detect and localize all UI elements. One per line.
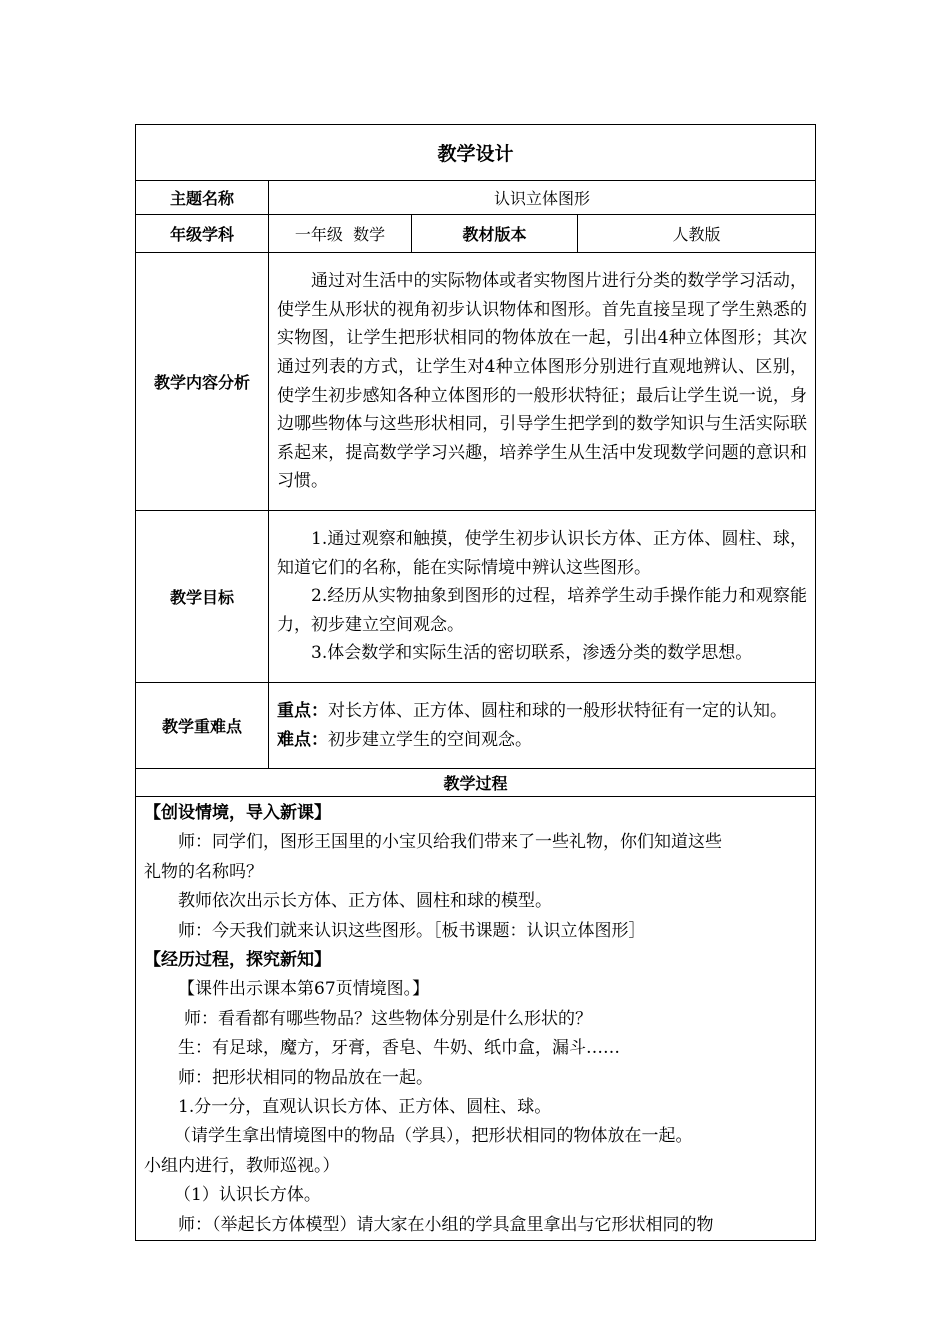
grade-value: 一年级 数学 (269, 215, 412, 253)
grade-label: 年级学科 (136, 215, 269, 253)
analysis-text: 通过对生活中的实际物体或者实物图片进行分类的数学学习活动，使学生从形状的视角初步认识物体和图形。首先直接呈现了学生熟悉的实物图，让学生把形状相同的物体放在一起，引出4种立体图形；其次通过列表的方式，让学生对4种立体图形分别进行直观地辨认、区别，使学生初步感知各种立体图形的一般形状特征；最后让学生说一说，身边哪些物体与这些形状相同，引导学生把学到的数学知识与生活实际联系起来，提高数学学习兴趣，培养学生从生活中发现数学问题的意识和习惯。 (277, 271, 808, 492)
process-line: 师：同学们，图形王国里的小宝贝给我们带来了一些礼物，你们知道这些 (178, 832, 722, 853)
topic-value: 认识立体图形 (269, 181, 816, 215)
lesson-plan-document (135, 124, 815, 1241)
process-line: 师：看看都有哪些物品？这些物体分别是什么形状的？ (184, 1008, 592, 1029)
edition-value: 人教版 (578, 215, 816, 253)
edition-label: 教材版本 (412, 215, 578, 253)
goal-item: 1.通过观察和触摸，使学生初步认识长方体、正方体、圆柱、球，知道它们的名称，能在实际情境中辨认这些图形。 (277, 529, 808, 578)
key-label: 教学重难点 (136, 683, 269, 769)
key-point-text: 对长方体、正方体、圆柱和球的一般形状特征有一定的认知。 (328, 700, 787, 721)
lesson-plan-table (135, 124, 816, 1241)
process-line: 礼物的名称吗？ (144, 861, 263, 882)
process-line: 小组内进行，教师巡视。） (144, 1155, 340, 1176)
process-line: 师：今天我们就来认识这些图形。［板书课题：认识立体图形］ (178, 920, 646, 941)
process-line: 1.分一分，直观认识长方体、正方体、圆柱、球。 (178, 1097, 552, 1118)
difficulty-label: 难点： (277, 729, 328, 750)
goal-item: 3.体会数学和实际生活的密切联系，渗透分类的数学思想。 (311, 643, 753, 664)
process-line: 师：（举起长方体模型）请大家在小组的学具盒里拿出与它形状相同的物 (178, 1214, 714, 1235)
goals-label: 教学目标 (136, 511, 269, 683)
section-heading: 【经历过程，探究新知】 (144, 950, 331, 971)
topic-label: 主题名称 (136, 181, 269, 215)
key-cell (269, 683, 816, 769)
process-content (136, 797, 816, 1241)
process-line: 教师依次出示长方体、正方体、圆柱和球的模型。 (178, 891, 552, 912)
process-line: 生：有足球，魔方，牙膏，香皂、牛奶、纸巾盒，漏斗…… (178, 1038, 620, 1059)
goal-item: 2.经历从实物抽象到图形的过程，培养学生动手操作能力和观察能力，初步建立空间观念。 (277, 586, 808, 635)
process-line: 【课件出示课本第67页情境图。】 (178, 979, 430, 1000)
process-line: （请学生拿出情境图中的物品（学具），把形状相同的物体放在一起。 (174, 1126, 693, 1147)
analysis-label: 教学内容分析 (136, 253, 269, 511)
section-heading: 【创设情境，导入新课】 (144, 803, 331, 823)
process-line: （1）认识长方体。 (174, 1185, 321, 1206)
goals-cell (269, 511, 816, 683)
key-point-label: 重点： (277, 700, 328, 721)
difficulty-text: 初步建立学生的空间观念。 (328, 729, 532, 750)
difficulty-point (277, 726, 807, 755)
process-label: 教学过程 (136, 769, 816, 797)
process-line: 师：把形状相同的物品放在一起。 (178, 1067, 433, 1088)
key-point (277, 697, 807, 726)
analysis-cell (269, 253, 816, 511)
document-title: 教学设计 (136, 125, 816, 181)
